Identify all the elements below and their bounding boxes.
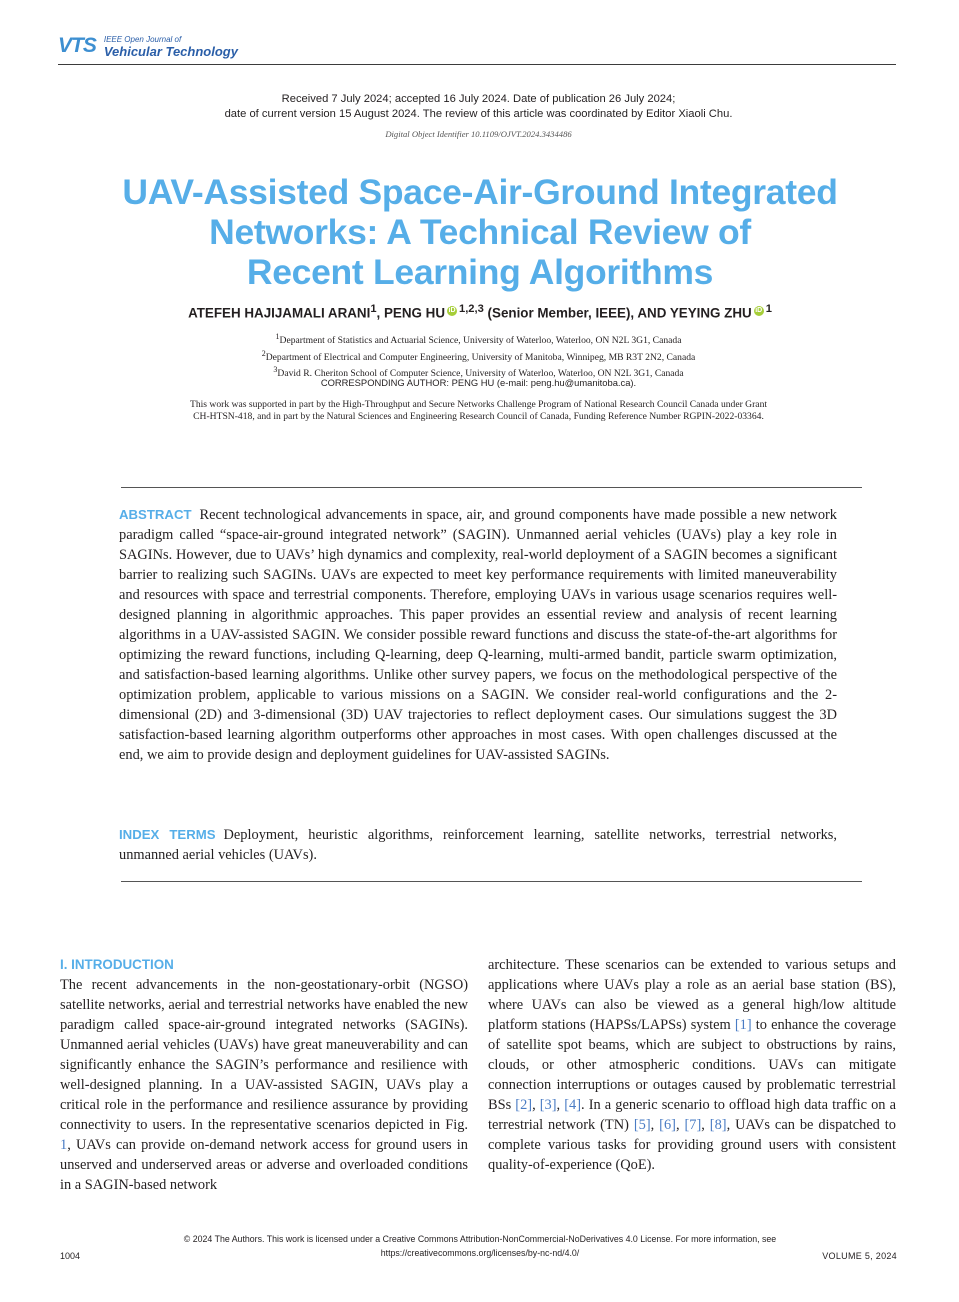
author-1-affil: 1 bbox=[370, 303, 377, 315]
affiliations bbox=[130, 331, 827, 381]
affiliation-1-text: Department of Statistics and Actuarial Science, University of Waterloo, Waterloo, ON N2L 3G1, Canada bbox=[279, 335, 682, 347]
citation-link[interactable]: [6] bbox=[659, 1117, 676, 1133]
author-3-affil: 1 bbox=[765, 303, 772, 315]
received-dates bbox=[130, 92, 827, 122]
volume-label: VOLUME 5, 2024 bbox=[822, 1251, 897, 1261]
author-2-role-and-author-3: (Senior Member, IEEE), AND YEYING ZHU bbox=[483, 305, 752, 321]
index-terms bbox=[119, 825, 837, 865]
license-footer bbox=[100, 1232, 860, 1260]
corresponding-author: CORRESPONDING AUTHOR: PENG HU (e-mail: peng.hu@umanitoba.ca). bbox=[320, 377, 637, 388]
section-heading-introduction: I. INTRODUCTION bbox=[60, 957, 174, 972]
title-line-3: Recent Learning Algorithms bbox=[246, 252, 714, 292]
affiliation-2-number: 2 bbox=[261, 348, 266, 358]
figure-link[interactable]: 1 bbox=[60, 1137, 68, 1153]
col2-text-part-2: to enhance the coverage of satellite spot beams, which are subject to obstructions by rains, clouds, or other atmospheric conditions. UAVs can mitigate connection interruptions or outages caused by problematic terrestrial BSs bbox=[488, 1017, 897, 1113]
vts-logo-mark: VTS bbox=[58, 34, 96, 57]
funding-line-2: CH-HTSN-418, and in part by the Natural Sciences and Engineering Research Council of Canada, Funding Reference Number RGPIN-2022-03364. bbox=[193, 411, 764, 423]
separator: , bbox=[675, 1117, 685, 1133]
abstract-text: Recent technological advancements in space, air, and ground components have made possible a new network paradigm called “space-air-ground integrated network” (SAGIN). Unmanned aerial vehicles (UAVs) play a key role in SAGINs. However, due to UAVs’ high dynamics and complexity, real-world deployment of a SAGIN becomes a significant barrier to realizing such SAGINs. UAVs are expected to meet key performance requirements with limited maneuverability and resources with space and terrestrial components. Therefore, employing UAVs in various usage scenarios requires well-designed planning in algorithmic approaches. This paper provides an essential review and analysis of recent learning algorithms in a UAV-assisted SAGIN. We consider possible reward functions and discuss the state-of-the-art algorithms for optimizing the reward functions, including Q-learning, deep Q-learning, multi-armed bandit, particle swarm optimization, and satisfaction-based learning algorithms. Unlike other survey papers, we focus on the methodological perspective of the optimization problem, applicable to various missions on a SAGIN. We consider real-world configurations and the 2-dimensional (2D) and 3-dimensional (3D) UAV trajectories to reflect deployment cases. Our simulations suggest the 3D satisfaction-based learning algorithm outperforms other approaches in most cases. With open challenges discussed at the end, we aim to provide design and deployment guidelines for UAV-assisted SAGINs. bbox=[119, 507, 837, 763]
journal-top-line: IEEE Open Journal of bbox=[103, 35, 182, 44]
index-terms-text: Deployment, heuristic algorithms, reinforcement learning, satellite networks, terrestrial networks, unmanned aerial vehicles (UAVs). bbox=[119, 827, 838, 863]
journal-logo bbox=[58, 32, 238, 60]
separator: , bbox=[556, 1097, 565, 1113]
affiliation-2 bbox=[130, 348, 827, 365]
affiliation-3-text: David R. Cheriton School of Computer Science, University of Waterloo, Waterloo, ON N2L 3G1, Canada bbox=[277, 368, 684, 380]
author-list bbox=[60, 303, 900, 320]
affiliation-1-number: 1 bbox=[275, 332, 280, 341]
col2-text-part-4: , UAVs can be dispatched to complete various tasks for providing ground users with consistent quality-of-experience (QoE). bbox=[488, 1117, 896, 1173]
orcid-icon[interactable]: iD bbox=[448, 307, 456, 314]
citation-link[interactable]: [2] bbox=[515, 1097, 533, 1113]
title-line-1: UAV-Assisted Space-Air-Ground Integrated bbox=[122, 172, 838, 212]
intro-text-part-1: The recent advancements in the non-geostationary-orbit (NGSO) satellite networks, aerial and terrestrial networks have enabled the new paradigm called space-air-ground integrated networks (SAGINs). Unmanned aerial vehicles (UAVs) have great maneuverability and can significantly enhance the SAGIN’s performance and resilience with well-designed planning. In a UAV-assisted SAGIN, UAVs play a critical role in the performance and resilience assurance by providing connectivity to users. In the representative scenarios depicted in Fig. bbox=[60, 977, 468, 1133]
citation-link[interactable]: [8] bbox=[709, 1117, 727, 1133]
citation-link[interactable]: [1] bbox=[734, 1017, 752, 1033]
citation-link[interactable]: [5] bbox=[633, 1117, 651, 1133]
intro-text-part-2: , UAVs can provide on-demand network access for ground users in unserved and underserved areas or adverse and overloaded conditions in a SAGIN-based network bbox=[60, 1137, 468, 1193]
affiliation-3-number: 3 bbox=[273, 365, 278, 375]
body-column-left bbox=[60, 955, 468, 1195]
author-1: ATEFEH HAJIJAMALI ARANI bbox=[188, 305, 371, 321]
journal-name: Vehicular Technology bbox=[103, 44, 238, 59]
col2-text-part-3: . In a generic scenario to offload high data traffic on a terrestrial network (TN) bbox=[488, 1097, 896, 1133]
funding-line-1: This work was supported in part by the High-Throughput and Secure Networks Challenge Program of National Research Council Canada under Grant bbox=[189, 399, 768, 410]
author-2-affil: 1,2,3 bbox=[459, 303, 484, 315]
license-line-1: © 2024 The Authors. This work is licensed under a Creative Commons Attribution-NonCommercial-NoDerivatives 4.0 License. For more information, see bbox=[183, 1234, 777, 1244]
title-line-2: Networks: A Technical Review of bbox=[209, 212, 751, 252]
citation-link[interactable]: [4] bbox=[564, 1097, 582, 1113]
citation-link[interactable]: [7] bbox=[684, 1117, 702, 1133]
intro-paragraph bbox=[60, 975, 468, 1195]
index-terms-label: INDEX TERMS bbox=[119, 827, 216, 842]
orcid-icon[interactable]: iD bbox=[755, 307, 763, 314]
license-url[interactable]: https://creativecommons.org/licenses/by-nc-nd/4.0/ bbox=[380, 1248, 580, 1258]
received-line-2: date of current version 15 August 2024. The review of this article was coordinated by Editor Xiaoli Chu. bbox=[224, 108, 733, 120]
abstract-label: ABSTRACT bbox=[119, 507, 192, 522]
journal-name-block bbox=[104, 34, 238, 58]
body-column-right bbox=[488, 955, 896, 1175]
doi: Digital Object Identifier 10.1109/OJVT.2024.3434486 bbox=[385, 129, 572, 139]
author-2: , PENG HU bbox=[376, 305, 445, 321]
separator: , bbox=[701, 1117, 710, 1133]
abstract bbox=[119, 505, 837, 765]
citation-link[interactable]: [3] bbox=[539, 1097, 557, 1113]
header-divider bbox=[58, 64, 896, 65]
abstract-top-rule bbox=[121, 487, 862, 488]
funding-note bbox=[130, 399, 827, 424]
affiliation-1 bbox=[130, 331, 827, 348]
separator: , bbox=[532, 1097, 540, 1113]
separator: , bbox=[650, 1117, 660, 1133]
col2-text-part-1: architecture. These scenarios can be extended to various setups and applications where UAVs play a role as an aerial base station (BS), where UAVs can also be viewed as a general high/low altitude platform stations (HAPSs/LAPSs) system bbox=[488, 957, 896, 1033]
received-line-1: Received 7 July 2024; accepted 16 July 2024. Date of publication 26 July 2024; bbox=[281, 93, 676, 105]
abstract-bottom-rule bbox=[121, 881, 862, 882]
affiliation-2-text: Department of Electrical and Computer Engineering, University of Manitoba, Winnipeg, MB R3T 2N2, Canada bbox=[265, 351, 696, 363]
page-number: 1004 bbox=[60, 1251, 81, 1261]
paper-title bbox=[80, 172, 880, 292]
